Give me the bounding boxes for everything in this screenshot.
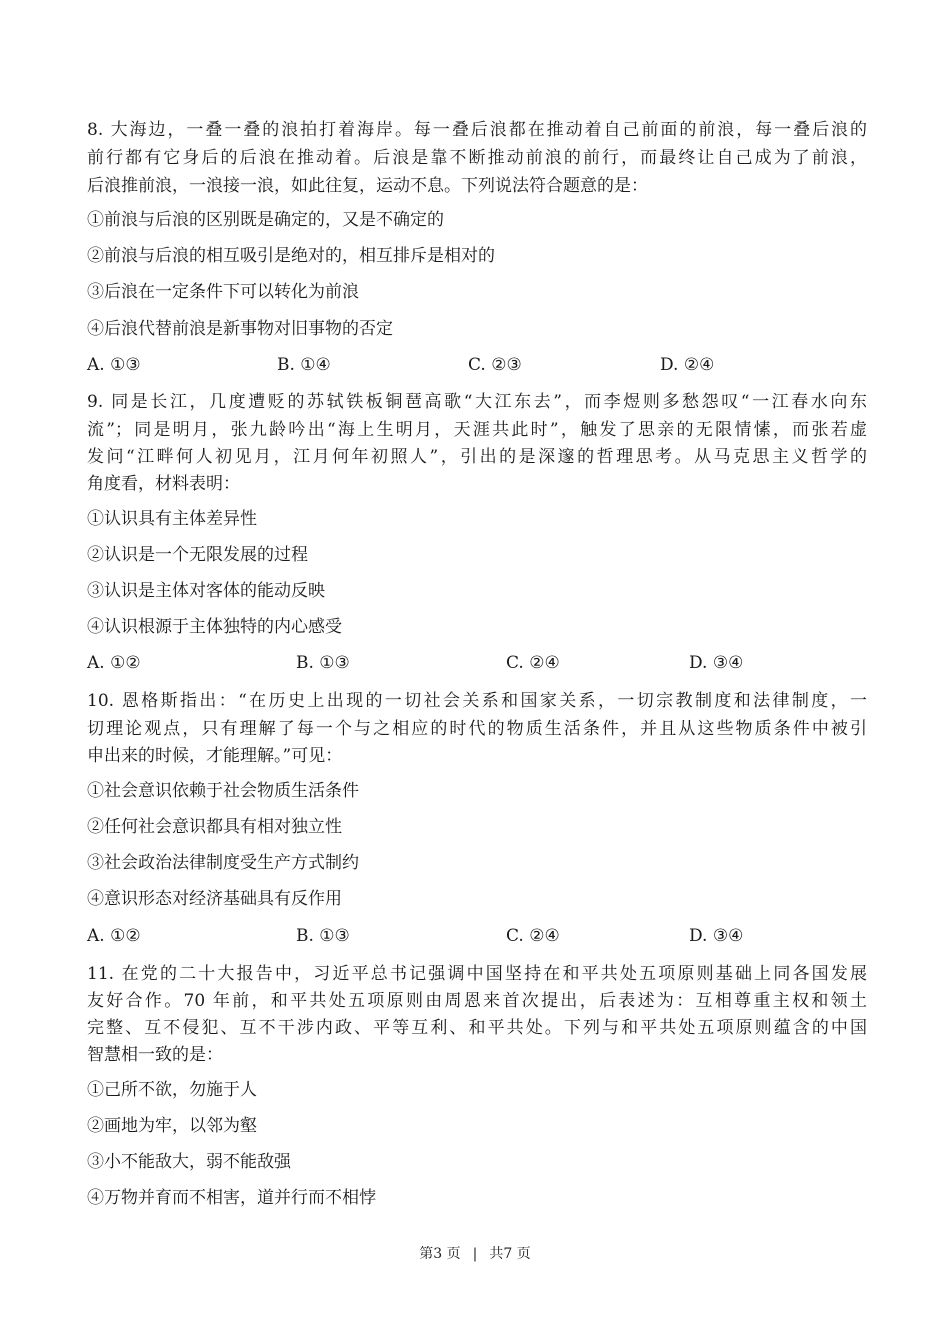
q8-stem-line-3: 后浪推前浪，一浪接一浪，如此往复，运动不息。下列说法符合题意的是： [87, 176, 648, 196]
q9-statement-4: ④认识根源于主体独特的内心感受 [87, 617, 342, 637]
q10-statement-2: ②任何社会意识都具有相对独立性 [87, 817, 342, 837]
q9-option-b: B. ①③ [296, 653, 350, 673]
q11-statement-3: ③小不能敌大，弱不能敌强 [87, 1152, 291, 1172]
page-total: 共7 页 [489, 1246, 531, 1262]
q9-stem-line-3: 发问“江畔何人初见月，江月何年初照人”，引出的是深邃的哲理思考。从马克思主义哲学的 [87, 447, 867, 467]
q9-statement-1: ①认识具有主体差异性 [87, 509, 257, 529]
q8-stem-line-1: 8. 大海边，一叠一叠的浪拍打着海岸。每一叠后浪都在推动着自己前面的前浪，每一叠后浪的 [87, 120, 867, 140]
q11-stem-line-3: 完整、互不侵犯、互不干涉内政、平等互利、和平共处。下列与和平共处五项原则蕴含的中国 [87, 1018, 867, 1038]
q11-statement-1: ①己所不欲，勿施于人 [87, 1080, 257, 1100]
q10-stem-line-3: 申出来的时候，才能理解。”可见： [87, 746, 343, 766]
q11-statement-2: ②画地为牢，以邻为壑 [87, 1116, 257, 1136]
q10-option-b: B. ①③ [296, 926, 350, 946]
q11-stem-line-2: 友好合作。70 年前，和平共处五项原则由周恩来首次提出，后表述为：互相尊重主权和领土 [87, 991, 867, 1011]
q8-option-b: B. ①④ [277, 355, 331, 375]
q8-statement-3: ③后浪在一定条件下可以转化为前浪 [87, 282, 359, 302]
q10-statement-1: ①社会意识依赖于社会物质生活条件 [87, 781, 359, 801]
q8-option-a: A. ①③ [87, 355, 141, 375]
page-number: 第3 页 [419, 1246, 461, 1262]
q10-option-d: D. ③④ [689, 926, 744, 946]
q10-statement-3: ③社会政治法律制度受生产方式制约 [87, 853, 359, 873]
footer-separator: | [472, 1246, 478, 1262]
page-footer [0, 1244, 950, 1264]
q8-statement-4: ④后浪代替前浪是新事物对旧事物的否定 [87, 319, 393, 339]
q8-option-d: D. ②④ [660, 355, 715, 375]
q9-stem-line-4: 角度看，材料表明： [87, 474, 240, 494]
q10-stem-line-2: 切理论观点，只有理解了每一个与之相应的时代的物质生活条件，并且从这些物质条件中被引 [87, 719, 867, 739]
q10-option-a: A. ①② [87, 926, 141, 946]
q10-option-c: C. ②④ [506, 926, 560, 946]
q9-option-d: D. ③④ [689, 653, 744, 673]
q9-option-c: C. ②④ [506, 653, 560, 673]
q9-option-a: A. ①② [87, 653, 141, 673]
q8-statement-1: ①前浪与后浪的区别既是确定的，又是不确定的 [87, 210, 444, 230]
q8-option-c: C. ②③ [468, 355, 522, 375]
q11-statement-4: ④万物并育而不相害，道并行而不相悖 [87, 1188, 376, 1208]
q11-stem-line-1: 11. 在党的二十大报告中，习近平总书记强调中国坚持在和平共处五项原则基础上同各国发展 [87, 964, 867, 984]
q9-stem-line-2: 流”；同是明月，张九龄吟出“海上生明月，天涯共此时”，触发了思亲的无限情愫，而张若虚 [87, 420, 867, 440]
q9-stem-line-1: 9. 同是长江，几度遭贬的苏轼铁板铜琶高歌“大江东去”，而李煜则多愁怨叹“一江春水向东 [87, 392, 867, 412]
q8-stem-line-2: 前行都有它身后的后浪在推动着。后浪是靠不断推动前浪的前行，而最终让自己成为了前浪， [87, 148, 867, 168]
q9-statement-3: ③认识是主体对客体的能动反映 [87, 581, 325, 601]
q10-stem-line-1: 10. 恩格斯指出：“在历史上出现的一切社会关系和国家关系，一切宗教制度和法律制度，一 [87, 691, 867, 711]
q11-stem-line-4: 智慧相一致的是： [87, 1045, 223, 1065]
q8-statement-2: ②前浪与后浪的相互吸引是绝对的，相互排斥是相对的 [87, 246, 495, 266]
q9-statement-2: ②认识是一个无限发展的过程 [87, 545, 308, 565]
q10-statement-4: ④意识形态对经济基础具有反作用 [87, 889, 342, 909]
